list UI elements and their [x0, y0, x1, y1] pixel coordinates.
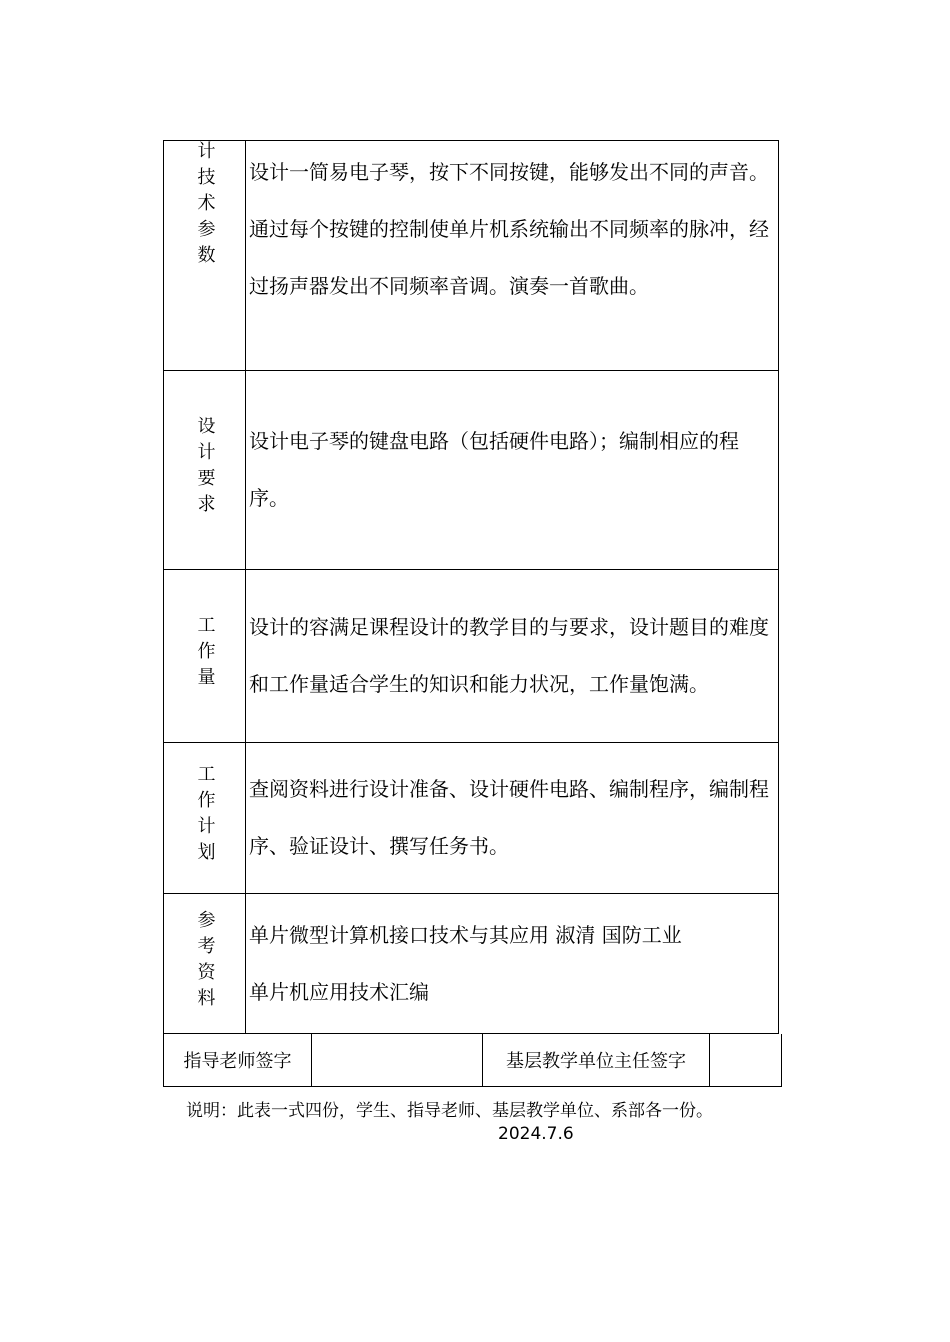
advisor-signature-label: 指导老师签字: [164, 1034, 312, 1087]
table-row-design-requirements: [164, 371, 779, 570]
row-label-cell: [164, 371, 246, 570]
head-signature-label: 基层教学单位主任签字: [483, 1034, 710, 1087]
row-content: 设计电子琴的键盘电路（包括硬件电路）；编制相应的程序。: [246, 371, 779, 570]
row-label: 工作量: [194, 615, 216, 693]
row-label-cell: [164, 743, 246, 894]
table-row-design-params: [164, 141, 779, 371]
row-content: [246, 894, 779, 1034]
advisor-signature-field[interactable]: [312, 1034, 483, 1087]
row-label-cell: [164, 141, 246, 371]
table-row-workload: [164, 570, 779, 743]
row-label: 参考资料: [194, 909, 216, 1014]
reference-item: 单片微型计算机接口技术与其应用 淑清 国防工业: [249, 922, 682, 947]
task-table: [163, 140, 779, 1034]
form-note: 说明：此表一式四份，学生、指导老师、基层教学单位、系部各一份。: [186, 1101, 713, 1121]
row-content: 查阅资料进行设计准备、设计硬件电路、编制程序，编制程序、验证设计、撰写任务书。: [246, 743, 779, 894]
row-label: 工作计划: [194, 764, 216, 868]
reference-item: 单片机应用技术汇编: [249, 979, 429, 1004]
form-date: 2024.7.6: [498, 1124, 574, 1144]
signature-row: [164, 1034, 782, 1087]
row-label: 计技术参数: [194, 141, 216, 271]
head-signature-field[interactable]: [710, 1034, 782, 1087]
signature-table: [163, 1034, 782, 1087]
row-content: 设计一简易电子琴，按下不同按键，能够发出不同的声音。通过每个按键的控制使单片机系统输出不同频率的脉冲，经过扬声器发出不同频率音调。演奏一首歌曲。: [246, 141, 779, 371]
table-row-references: [164, 894, 779, 1034]
row-content: 设计的容满足课程设计的教学目的与要求，设计题目的难度和工作量适合学生的知识和能力状况，工作量饱满。: [246, 570, 779, 743]
table-row-work-plan: [164, 743, 779, 894]
row-label-cell: [164, 894, 246, 1034]
row-label: 设计要求: [194, 416, 216, 520]
task-form: [163, 140, 779, 1087]
row-label-cell: [164, 570, 246, 743]
